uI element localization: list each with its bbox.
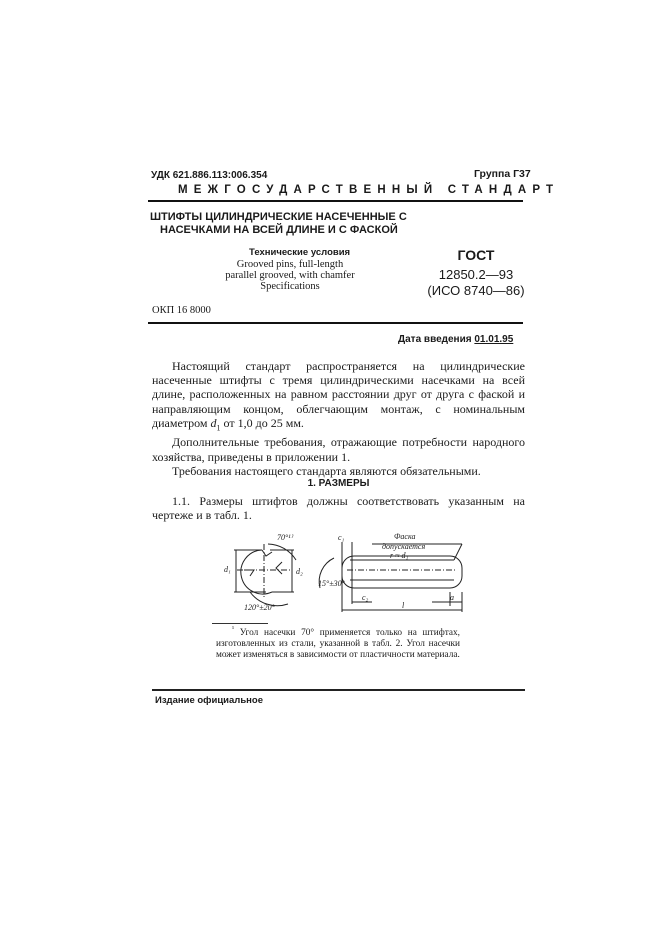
title-line-1: ШТИФТЫ ЦИЛИНДРИЧЕСКИЕ НАСЕЧЕННЫЕ С [150, 211, 407, 223]
svg-text:15°±30°: 15°±30° [318, 579, 345, 588]
introduction-date [398, 334, 513, 345]
title-line-2: НАСЕЧКАМИ НА ВСЕЙ ДЛИНЕ И С ФАСКОЙ [160, 224, 398, 236]
official-edition: Издание официальное [155, 695, 263, 706]
svg-text:c₂: c₂ [362, 593, 369, 602]
subtitle: Технические условия [249, 247, 351, 258]
english-title [205, 259, 375, 292]
footnote [216, 624, 460, 661]
english-line-3: Specifications [260, 281, 320, 292]
okp-code: ОКП 16 8000 [152, 305, 211, 316]
svg-text:a: a [450, 593, 454, 602]
udk-code: УДК 621.886.113:006.354 [151, 170, 268, 181]
gost-number: 12850.2—93 [438, 267, 514, 282]
okp-rule [148, 322, 523, 324]
section-heading: 1. РАЗМЕРЫ [307, 478, 370, 489]
group-code: Группа Г37 [474, 168, 531, 180]
footer-rule [152, 689, 525, 691]
document-title [150, 211, 407, 237]
svg-text:r ≈ d₁: r ≈ d₁ [390, 551, 409, 560]
paragraph-dimensions: 1.1. Размеры штифтов должны соответствовать указанным на чертеже и в табл. 1. [152, 494, 525, 523]
english-line-2: parallel grooved, with chamfer [225, 270, 355, 281]
paragraph-additional: Дополнительные требования, отражающие потребности народного хозяйства, приведены в приложении 1. [152, 435, 525, 464]
header-rule [148, 200, 523, 202]
date-value: 01.01.95 [474, 334, 514, 345]
diameter-var: d [210, 415, 217, 430]
section-body [152, 494, 525, 522]
iso-number: (ИСО 8740—86) [427, 283, 525, 298]
footnote-text: Угол насечки 70° применяется только на штифтах, изготовленных из стали, указанной в табл. 2. Угол насечки может изменяться в зависимости от пластичности материала. [216, 628, 461, 661]
date-label: Дата введения [398, 334, 472, 345]
svg-text:допускается: допускается [382, 542, 426, 551]
pin-technical-drawing [222, 532, 482, 614]
footnote-mark: ¹ [232, 625, 235, 633]
paragraph-mandatory: Требования настоящего стандарта являются обязательными. [172, 463, 481, 478]
svg-text:d₁: d₁ [224, 565, 231, 574]
standard-type: МЕЖГОСУДАРСТВЕННЫЙ СТАНДАРТ [178, 184, 560, 196]
gost-label: ГОСТ [457, 247, 495, 263]
intro-body [152, 359, 525, 478]
svg-text:l: l [402, 601, 405, 610]
english-line-1: Grooved pins, full-length [236, 259, 344, 270]
svg-text:c₁: c₁ [338, 533, 345, 542]
svg-text:70°¹⁾: 70°¹⁾ [277, 533, 293, 542]
svg-text:d₂: d₂ [296, 567, 303, 576]
svg-text:120°±20°: 120°±20° [244, 603, 275, 612]
pin-drawing [222, 532, 482, 614]
paragraph-scope: Настоящий стандарт распространяется на цилиндрические насеченные штифты с тремя цилиндрическими насечками на всей длине, расположенных на равном расстоянии друг от друга с фаской и направляющим концом, облегчающим монтаж, с номинальным диаметром $d_1$ от 1,0 до 25 мм. [152, 359, 525, 433]
gost-designation [426, 247, 526, 298]
svg-text:Фаска: Фаска [394, 532, 416, 541]
